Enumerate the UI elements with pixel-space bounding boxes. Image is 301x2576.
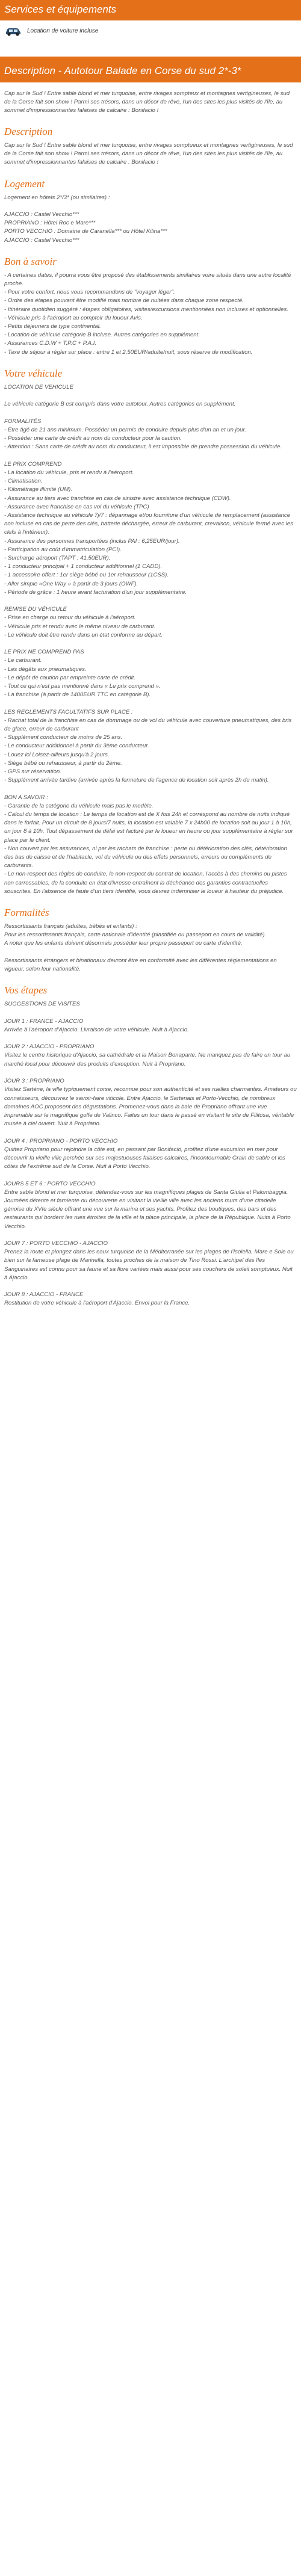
formalites-text: Ressortissants français (adultes, bébés et enfants) : Pour les ressortissants français, carte nationale d'identité (plastifiée ou passeport en cours de validité). A noter que les enfants doivent désormais posséder leur propre passeport ou carte d'identité. Ressortissants étrangers et binationaux devront être en conformité avec les différentes réglementations en vigueur, selon leur nationalité. bbox=[4, 923, 277, 973]
description-banner-title: Description - Autotour Balade en Corse du sud 2*-3* bbox=[4, 65, 241, 76]
intro-text: Cap sur le Sud ! Entre sable blond et mer turquoise, entre rivages sompteux et montagnes vertigineuses, le sud de la Corse fait son show ! Parmi ses trésors, dans un décor de rêve, l'un des sites les plus visités de l'île, au sommet d'impressionnantes falaises de calcaire : Bonifacio ! bbox=[4, 90, 290, 114]
vehicule-heading: Votre véhicule bbox=[4, 367, 63, 379]
car-icon bbox=[4, 25, 22, 37]
logement-text: Logement en hôtels 2*/3* (ou similaires) : AJACCIO : Castel Vecchio*** PROPRIANO : Hôtel Roc e Mare*** PORTO VECCHIO : Domaine de Caranella*** ou Hôtel Kilina*** AJACCIO : Castel Vecchio*** bbox=[4, 194, 167, 244]
description-heading: Description bbox=[4, 126, 53, 137]
description-text: Cap sur le Sud ! Entre sable blond et mer turquoise, entre rivages somptueux et montagnes vertigineuses, le sud de la Corse fait son show ! Parmi ses trésors, dans un décor de rêve, l'un des sites les plus visités de l'île, au sommet d'impressionnantes falaises de calcaire : Bonifacio ! bbox=[4, 142, 293, 166]
bon-savoir-text: - A certaines dates, il pourra vous être proposé des établissements similaires voire situés dans une autre localité proche. - Pour votre confort, nous vous recommandons de "voyager léger". - Ordre des étapes pouvant être modifié mais nombre de nuitées dans chaque zone respecté. - Itinéraire quotidien suggéré : étapes obligatoires, visites/excursions mentionnées non incluses et optionnelles. - Véhicule pris à l'aéroport au comptoir du loueur Avis. - Petits déjeuners de type continental. - Location de véhicule catégorie B incluse. Autres catégories en supplément. - Assurances C.D.W + T.P.C + P.A.I. - Taxe de séjour à régler sur place : entre 1 et 2,50EUR/adulte/nuit, sous réserve de modification. bbox=[4, 271, 291, 356]
services-title: Services et équipements bbox=[4, 4, 117, 15]
bon-savoir-heading: Bon à savoir bbox=[4, 255, 57, 267]
logement-heading: Logement bbox=[4, 178, 45, 190]
description-banner bbox=[0, 57, 301, 82]
etapes-text: SUGGESTIONS DE VISITES JOUR 1 : FRANCE - AJACCIO Arrivée à l'aéroport d'Ajaccio. Livraison de votre véhicule. Nuit à Ajaccio. JOUR 2 : AJACCIO - PROPRIANO Visitez le centre historique d'Ajaccio, sa cathédrale et la Maison Bonaparte. Ne manquez pas de faire un tour au marché local pour découvrir des produits d'exception. Nuit à Propriano. JOUR 3 : PROPRIANO Visitez Sartène, la ville typiquement corse, reconnue pour son authenticité et ses ruelles charmantes. Amateurs ou connaisseurs, découvrez le savoir-faire viticole. Entre Ajaccio, le Sartenais et Porto-Vecchio, de nombreux domaines AOC proposent des dégustations. Promenez-vous dans la baie de Propriano offrant une vue imprenable sur le magnifique golfe de Valinco. Faites un tour dans le passé en visitant le site de Filitosa, véritable musée à ciel ouvert. Nuit à Propriano. JOUR 4 : PROPRIANO - PORTO VECCHIO Quittez Propriano pour rejoindre la côte est, en passant par Bonifacio, profitez d'une excursion en mer pour découvrir la vieille ville perchée sur ses majestueuses falaises calcaires, l'incontournable Grain de sable et les côtes de l'extrême sud de la Corse. Nuit à Porto Vecchio. JOURS 5 ET 6 : PORTO VECCHIO Entre sable blond et mer turquoise, détendez-vous sur les magnifiques plages de Santa Giulia et Palombaggia. Journées détente et farniente ou découverte en visitant la vieille ville avec les anciens murs d'une citadelle génoise du XVIe siècle offrant une vue sur la marina et ses yachts. Profitez des boutiques, des bars et des restaurants qui bordent les rues étroites de la ville et la place principale, la place de la République. Nuits à Porto Vecchio. JOUR 7 : PORTO VECCHIO - AJACCIO Prenez la route et plongez dans les eaux turquoise de la Méditerranée sur les plages de l'Isolella, Mare e Sole ou bien sur la fameuse plage de Marinella, toutes proches de la maison de Tino Rossi. L'archipel des îles Sanguinaires est connu pour sa faune et sa flore variées mais aussi pour ses couchers de soleil somptueux. Nuit à Ajaccio. JOUR 8 : AJACCIO - FRANCE Restitution de votre véhicule à l'aéroport d'Ajaccio. Envol pour la France. bbox=[4, 1001, 297, 1307]
equipment-label: Location de voiture incluse bbox=[27, 27, 99, 34]
equipment-item bbox=[0, 20, 301, 39]
vehicule-text: LOCATION DE VEHICULE Le véhicule catégorie B est compris dans votre autotour. Autres catégories en supplément. FORMALITÉS - Etre âgé de 21 ans minimum. Posséder un permis de conduire depuis plus d'un an et un jour. - Posséder une carte de crédit au nom du conducteur pour la caution. - Attention : Sans carte de crédit au nom du conducteur, il est impossible de prendre possession du véhicule. LE PRIX COMPREND - La location du véhicule, pris et rendu à l'aéroport. - Climatisation. - Kilométrage illimité (UM). - Assurance au tiers avec franchise en cas de sinistre avec assistance technique (CDW). - Assurance avec franchise en cas vol du véhicule (TPC) - Assistance technique au véhicule 7j/7 : dépannage et/ou fourniture d'un véhicule de remplacement (assistance non incluse en cas de perte des clés, batterie déchargée, erreur de carburant, crevaison, véhicule fermé avec les clefs à l'intérieur). - Assurance des personnes transportées (inclus PAI : 6,25EUR/jour). - Participation au coût d'immatriculation (PCI). - Surcharge aéroport (TAPT : 41,50EUR). - 1 conducteur principal + 1 conducteur additionnel (1 CADD). - 1 accessoire offert : 1er siège bébé ou 1er rehausseur (1CSS). - Aller simple «One Way » à partir de 3 jours (OWF). - Période de grâce : 1 heure avant facturation d'un jour supplémentaire. REMISE DU VÉHICULE - Prise en charge ou retour du véhicule à l'aéroport. - Véhicule pris et rendu avec le même niveau de carburant. - Le véhicule doit être rendu dans un état conforme au départ. LE PRIX NE COMPREND PAS - Le carburant. - Les dégâts aux pneumatiques. - Le dépôt de caution par empreinte carte de crédit. - Tout ce qui n'est pas mentionné dans « Le prix comprend ». - La franchise (à partir de 1400EUR TTC en catégorie B). LES REGLEMENTS FACULTATIFS SUR PLACE : - Rachat total de la franchise en cas de dommage ou de vol du véhicule avec couverture pneumatiques, des bris de glace, erreur de carburant - Supplément conducteur de moins de 25 ans. - Le conducteur additionnel à partir du 3ème conducteur. - Louez ici Loisez-ailleurs jusqu'à 2 jours. - Siège bébé ou rehausseur, à partir du 2ème. - GPS sur réservation. - Supplément arrivée tardive (arrivée après la fermeture de l'agence de location soit après 2h du matin). BON A SAVOIR : - Garantie de la catégorie du véhicule mais pas le modèle. - Calcul du temps de location : Le temps de location est de X fois 24h et correspond au nombre de nuits indiqué dans le forfait. Pour un circuit de 8 jours/7 nuits, la location est valable 7 x 24h00 de location soit au jour 1 à 10h, un jour 8 à 10h. Tout dépassement de délai est facturé par le loueur en heure ou jour supplémentaire à régler sur place par le client. - Non couvert par les assurances, ni par les rachats de franchise : perte ou détérioration des clés, détérioration des bas de caisse et de l'habitacle, vol du véhicule ou des effets personnels, erreurs ou compléments de carburants. - Le non-respect des règles de conduite, le non-respect du contrat de location, l'accès à des chemins ou pistes non carrossables, de la conduite en état d'ivresse entraînent la déchéance des garanties contractuelles souscrites. En l'absence de faute d'un tiers identifié, vous devrez indemniser le loueur à hauteur du préjudice. bbox=[4, 383, 293, 895]
formalites-heading: Formalités bbox=[4, 907, 49, 919]
etapes-heading: Vos étapes bbox=[4, 984, 48, 996]
services-header bbox=[0, 0, 301, 20]
